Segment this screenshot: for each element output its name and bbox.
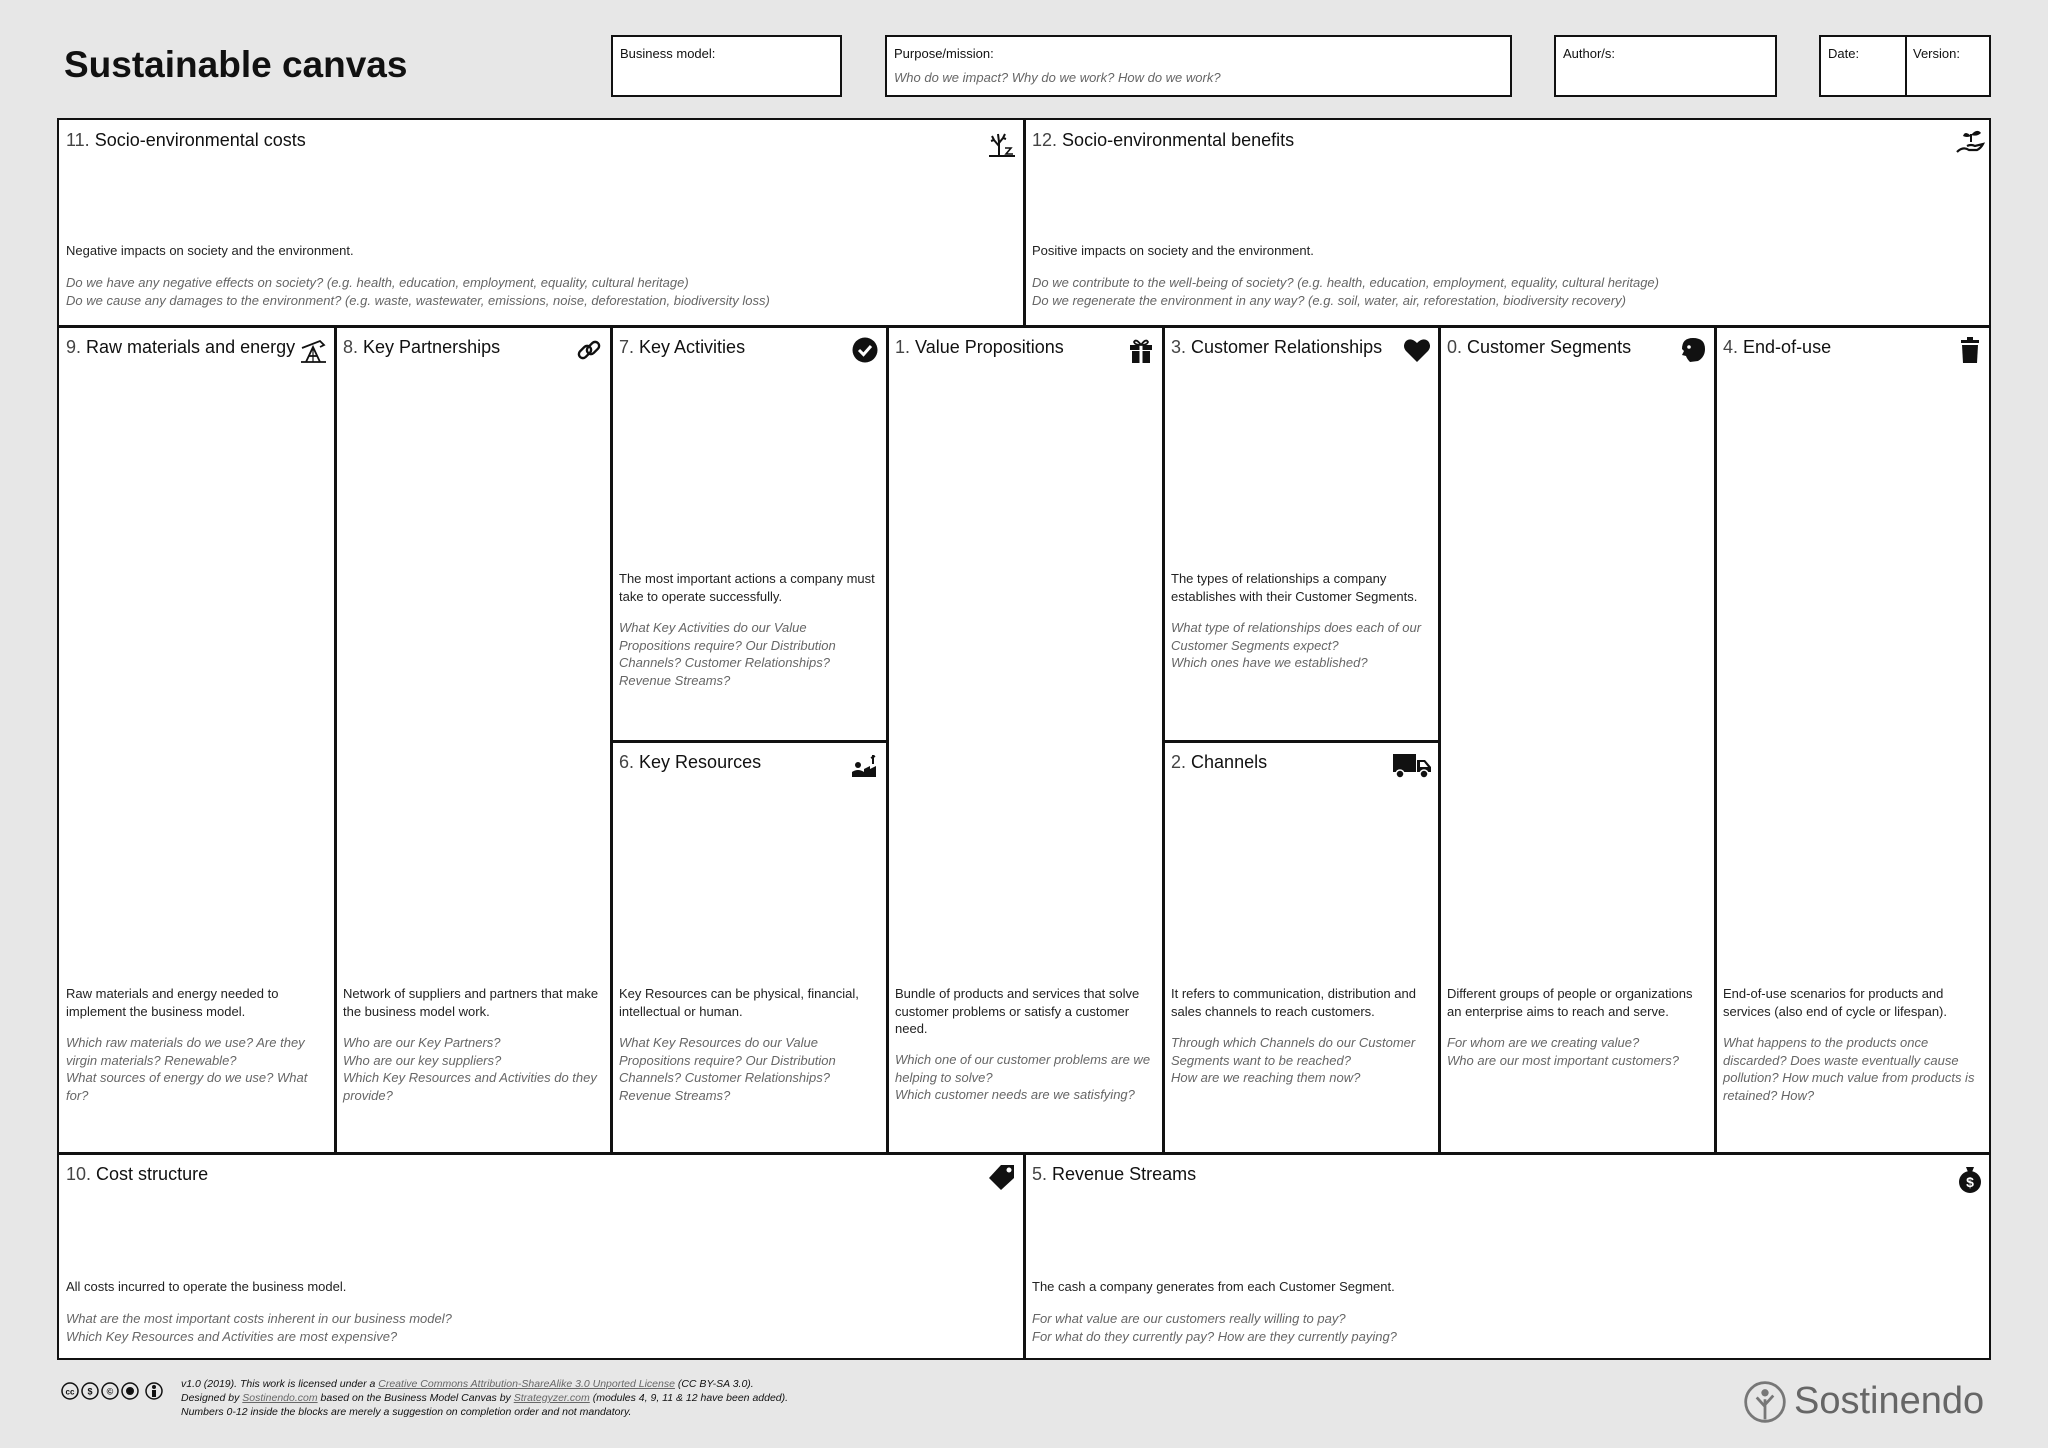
block-title: 8. Key Partnerships <box>343 337 501 357</box>
block-socio-environmental-benefits[interactable] <box>1025 120 1991 325</box>
block-questions: Through which Channels do our Customer Segments want to be reached? How are we reaching them now? <box>1171 1035 1416 1085</box>
oil-pump-icon <box>298 335 328 365</box>
block-questions: For whom are we creating value? Who are our most important customers? <box>1447 1035 1679 1068</box>
check-circle-icon <box>850 335 880 365</box>
sostinendo-link[interactable]: Sostinendo.com <box>242 1392 318 1404</box>
block-description: Negative impacts on society and the environment. <box>66 243 354 258</box>
svg-text:cc: cc <box>65 1387 75 1397</box>
date-version-divider <box>1905 37 1907 95</box>
block-questions: What are the most important costs inherent in our business model? Which Key Resources and Activities are most expensive? <box>66 1311 452 1344</box>
link-icon <box>574 335 604 365</box>
trash-icon <box>1955 335 1985 365</box>
block-channels[interactable] <box>1164 742 1438 1152</box>
block-description: The cash a company generates from each Customer Segment. <box>1032 1279 1395 1294</box>
block-questions: What Key Resources do our Value Propositions require? Our Distribution Channels? Customer Relationships? Revenue Streams? <box>619 1035 836 1103</box>
date-version-field[interactable] <box>1819 35 1991 97</box>
block-key-activities[interactable] <box>612 327 886 740</box>
sostinendo-logo <box>1740 1377 1990 1429</box>
block-title: 12. Socio-environmental benefits <box>1032 130 1295 150</box>
truck-icon <box>1392 750 1432 780</box>
block-questions: Who are our Key Partners? Who are our key suppliers? Which Key Resources and Activities do they provide? <box>343 1035 597 1103</box>
block-questions: Do we contribute to the well-being of society? (e.g. health, education, employment, equality, cultural heritage) Do we regenerate the environment in any way? (e.g. soil, water, air, reforestation, biodiversity recovery) <box>1032 275 1659 308</box>
money-bag-icon <box>1955 1164 1985 1194</box>
block-title: 1. Value Propositions <box>895 337 1064 357</box>
block-raw-materials[interactable] <box>59 327 334 1152</box>
block-title: 7. Key Activities <box>619 337 746 357</box>
license-link[interactable]: Creative Commons Attribution-ShareAlike 3.0 Unported License <box>378 1378 675 1390</box>
block-title: 3. Customer Relationships <box>1171 337 1383 357</box>
block-questions: What happens to the products once discarded? Does waste eventually cause pollution? How much value from products is retained? How? <box>1723 1035 1975 1103</box>
block-questions: What Key Activities do our Value Propositions require? Our Distribution Channels? Customer Relationships? Revenue Streams? <box>619 620 836 688</box>
block-description: Network of suppliers and partners that make the business model work. <box>343 986 599 1019</box>
logo-wordmark: Sostinendo <box>1794 1380 1985 1422</box>
block-description: All costs incurred to operate the business model. <box>66 1279 347 1294</box>
sostinendo-logo-icon <box>1742 1379 1788 1425</box>
hand-sprout-icon <box>1955 128 1985 158</box>
svg-text:©: © <box>106 1386 114 1397</box>
block-title: 2. Channels <box>1171 752 1268 772</box>
block-questions: Which raw materials do we use? Are they virgin materials? Renewable? What sources of energy do we use? What for? <box>66 1035 308 1103</box>
purpose-hint: Who do we impact? Why do we work? How do we work? <box>894 70 1221 85</box>
block-title: 10. Cost structure <box>66 1164 209 1184</box>
block-questions: Which one of our customer problems are we helping to solve? Which customer needs are we satisfying? <box>895 1052 1151 1102</box>
block-questions: For what value are our customers really willing to pay? For what do they currently pay? How are they currently paying? <box>1032 1311 1397 1344</box>
block-title: 5. Revenue Streams <box>1032 1164 1197 1184</box>
block-description: Bundle of products and services that solve customer problems or satisfy a customer need. <box>895 986 1140 1036</box>
block-key-partnerships[interactable] <box>336 327 610 1152</box>
license-text: v1.0 (2019). This work is licensed under a Creative Commons Attribution-ShareAlike 3.0 Unported License (CC BY-SA 3.0). Designed by Sostinendo.com based on the Business Model Canvas by Strategyzer.com (modules 4, 9, 11 & 12 have been added). Numbers 0-12 inside the blocks are merely a suggestion on completion order and not mandatory. <box>181 1378 789 1418</box>
license-icons <box>60 1381 164 1401</box>
purpose-field[interactable] <box>885 35 1512 97</box>
author-field[interactable] <box>1554 35 1777 97</box>
block-title: 4. End-of-use <box>1723 337 1832 357</box>
factory-worker-icon <box>850 750 880 780</box>
block-customer-relationships[interactable] <box>1164 327 1438 740</box>
block-description: The most important actions a company must take to operate successfully. <box>619 571 875 604</box>
block-description: Different groups of people or organizations an enterprise aims to reach and serve. <box>1447 986 1693 1019</box>
block-end-of-use[interactable] <box>1716 327 1991 1152</box>
block-customer-segments[interactable] <box>1440 327 1714 1152</box>
gift-icon <box>1126 335 1156 365</box>
heart-icon <box>1402 335 1432 365</box>
block-value-propositions[interactable] <box>888 327 1162 1152</box>
strategyzer-link[interactable]: Strategyzer.com <box>513 1392 590 1404</box>
price-tag-icon <box>987 1162 1017 1192</box>
head-icon <box>1678 335 1708 365</box>
block-revenue-streams[interactable] <box>1025 1154 1991 1358</box>
block-description: The types of relationships a company establishes with their Customer Segments. <box>1171 571 1418 604</box>
block-questions: Do we have any negative effects on society? (e.g. health, education, employment, equality, cultural heritage) Do we cause any damages to the environment? (e.g. waste, wastewater, emissions, noise, deforestation, biodiversity loss) <box>66 275 770 308</box>
block-key-resources[interactable] <box>612 742 886 1152</box>
block-title: 11. Socio-environmental costs <box>66 130 306 150</box>
dead-tree-icon <box>987 128 1017 158</box>
date-label: Date: <box>1828 46 1860 61</box>
block-title: 9. Raw materials and energy <box>66 337 296 357</box>
purpose-label: Purpose/mission: <box>894 46 994 61</box>
svg-text:$: $ <box>1966 1174 1974 1190</box>
block-cost-structure[interactable] <box>59 1154 1023 1358</box>
block-description: Key Resources can be physical, financial, intellectual or human. <box>619 986 859 1019</box>
block-description: Raw materials and energy needed to implement the business model. <box>66 986 279 1019</box>
block-description: Positive impacts on society and the environment. <box>1032 243 1314 258</box>
block-title: 0. Customer Segments <box>1447 337 1632 357</box>
block-description: It refers to communication, distribution and sales channels to reach customers. <box>1171 986 1416 1019</box>
canvas <box>57 118 1991 1360</box>
block-description: End-of-use scenarios for products and services (also end of cycle or lifespan). <box>1723 986 1947 1019</box>
business-model-label: Business model: <box>620 46 716 61</box>
author-label: Author/s: <box>1563 46 1616 61</box>
page-title: Sustainable canvas <box>64 44 408 85</box>
block-title: 6. Key Resources <box>619 752 762 772</box>
block-questions: What type of relationships does each of our Customer Segments expect? Which ones have we established? <box>1171 620 1422 670</box>
block-socio-environmental-costs[interactable] <box>59 120 1023 325</box>
svg-text:$: $ <box>87 1386 93 1397</box>
version-label: Version: <box>1913 46 1960 61</box>
business-model-field[interactable] <box>611 35 842 97</box>
